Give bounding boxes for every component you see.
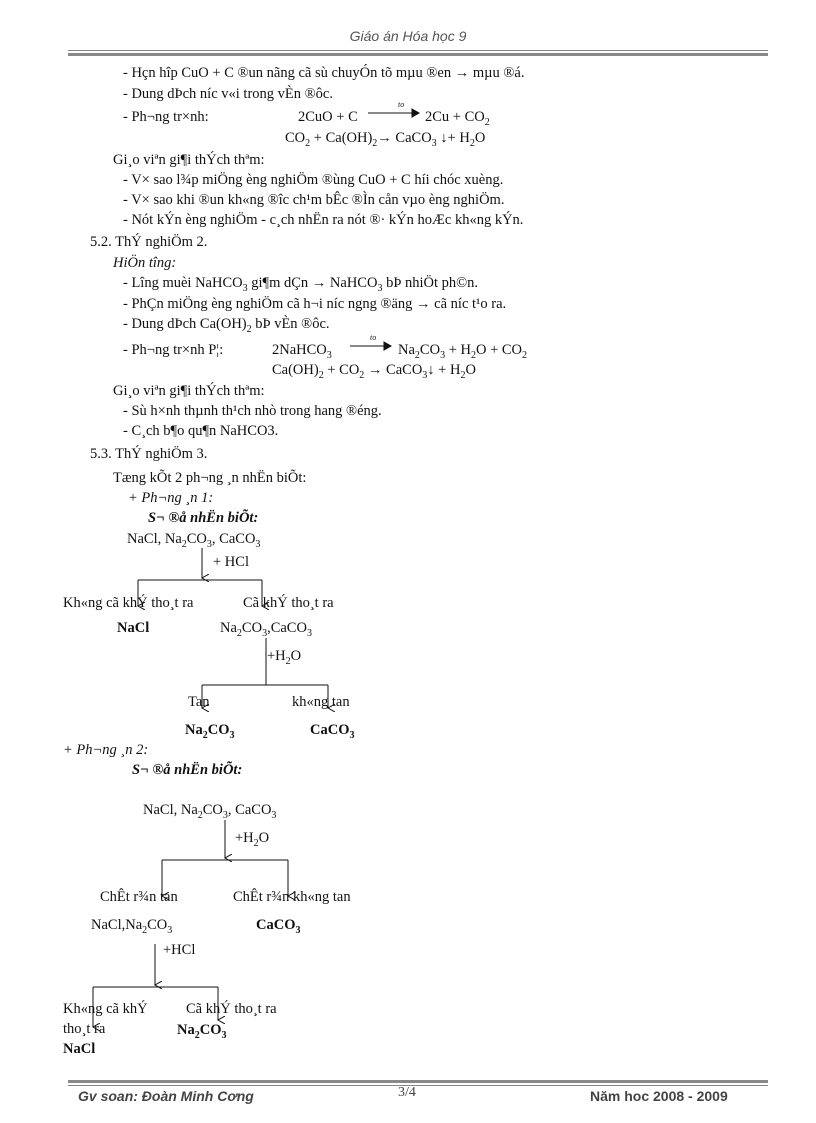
text-line-5: - V× sao l¾p miÖng èng nghiÖm ®ùng CuO + C híi chóc xuèng. [123,172,504,188]
scheme2-final-left-result: NaCl [63,1041,96,1057]
scheme2-right-label: ChÊt r¾n kh«ng tan [233,889,351,905]
equation-3-right: $Na_2CO_3 + H_2O + CO_2$ [398,342,528,361]
scheme1-reagent-hcl: + HCl [213,554,249,570]
scheme2-final-right-result: $Na_2CO_3$ [177,1022,227,1041]
text-line-1: - Hçn hîp CuO + C ®un nãng cã sù chuyÓn tõ mµu ®en → mµu ®á. [123,65,525,81]
scheme1-reagent-water: $+H_2O$ [267,648,302,667]
scheme1-result-na2co3: $Na_2CO_3$ [185,722,235,741]
option-2-subtitle: S¬ ®å nhËn biÕt: [132,762,243,778]
footer-page-number: 3/4 [398,1085,416,1100]
scheme1-left-result: NaCl [117,620,150,636]
scheme1-right-result: $Na_2CO_3,CaCO_3$ [220,620,312,639]
scheme2-start: NaCl, $Na_2CO_3$, CaCO$_3$ [143,802,277,821]
text-line-3: - Ph¬ng tr×nh: [123,109,209,125]
scheme1-result-caco3: CaCO$_3$ [310,722,355,741]
text-line-11: - PhÇn miÖng èng nghiÖm cã h¬i níc ngng ®äng → cã níc t¹o ra. [123,296,507,312]
footer-rule-thick [68,1080,768,1083]
scheme1-tan-label: Tan [188,694,210,710]
scheme2-final-left-line2: tho¸t ra [63,1021,106,1037]
section-5-2-heading: 5.2. ThÝ nghiÖm 2. [90,234,208,250]
equation-4: $Ca(OH)_2 + CO_2$ → CaCO$_3$↓ + $H_2O$ [272,362,476,381]
section-5-3-heading: 5.3. ThÝ nghiÖm 3. [90,446,208,462]
text-line-10: - Lîng muèi NaHCO$_3$ gi¶m dÇn → NaHCO$_3$ bÞ nhiÖt ph©n. [123,275,479,294]
option-1-title: + Ph¬ng ¸n 1: [128,490,214,506]
scheme2-final-left-line1: Kh«ng cã khÝ [63,1001,148,1017]
text-line-2: - Dung dÞch níc v«i trong vÈn ®ôc. [123,86,333,102]
text-line-16: - C¸ch b¶o qu¶n NaHCO3. [123,423,279,439]
scheme1-khong-tan-label: kh«ng tan [292,694,350,710]
scheme1-left-label: Kh«ng cã khÝ tho¸t ra [63,595,194,611]
text-line-15: - Sù h×nh thµnh th¹ch nhò trong hang ®éng. [123,403,382,419]
equation-1-right: $2Cu + CO_2$ [425,109,490,128]
text-line-14: Gi¸o viªn gi¶i thÝch thªm: [113,383,265,399]
scheme2-left-label: ChÊt r¾n tan [100,889,178,905]
scheme2-left-result: $NaCl,Na_2CO_3$ [91,917,173,936]
equation-3-condition: to [370,333,377,342]
scheme2-reagent-water: $+H_2O$ [235,830,270,849]
option-1-subtitle: S¬ ®å nhËn biÕt: [148,510,259,526]
scheme1-right-label: Cã khÝ tho¸t ra [243,595,334,611]
reaction-arrowhead-1 [412,109,419,117]
phenomenon-label: HiÖn tîng: [113,255,177,271]
page-header-title: Giáo án Hóa học 9 [349,28,467,44]
footer-school-year: Năm hoc 2008 - 2009 [590,1088,728,1104]
scheme2-reagent-hcl: +HCl [163,942,196,958]
equation-1-condition: to [398,100,405,109]
text-line-6: - V× sao khi ®un kh«ng ®îc ch¹m bÊc ®Ìn cån vµo èng nghiÖm. [123,192,505,208]
equation-2: $CO_2 + Ca(OH)_2\to$ CaCO$_3$ ↓+ $H_2O$ [285,130,486,149]
text-line-12: - Dung dÞch $Ca(OH)_2$ bÞ vÈn ®ôc. [123,316,330,335]
footer-rule-thin [68,1085,768,1086]
text-line-13: - Ph¬ng tr×nh P¦: [123,342,224,358]
equation-3-left: 2NaHCO$_3$ [272,342,332,361]
equation-1-left: 2CuO + C [298,109,358,125]
scheme2-final-right-label: Cã khÝ tho¸t ra [186,1001,277,1017]
reaction-arrowhead-3 [384,342,391,350]
footer-author: Gv soan: Đoàn Minh Cơng [78,1088,254,1104]
text-line-4: Gi¸o viªn gi¶i thÝch thªm: [113,152,265,168]
scheme2-right-result: CaCO$_3$ [256,917,301,936]
scheme1-start: NaCl, $Na_2CO_3$, CaCO$_3$ [127,531,261,550]
text-line-7: - Nót kÝn èng nghiÖm - c¸ch nhËn ra nót ®· kÝn hoÆc kh«ng kÝn. [123,212,524,228]
text-line-18: Tæng kÕt 2 ph¬ng ¸n nhËn biÕt: [113,470,307,486]
option-2-title: + Ph¬ng ¸n 2: [63,742,149,758]
